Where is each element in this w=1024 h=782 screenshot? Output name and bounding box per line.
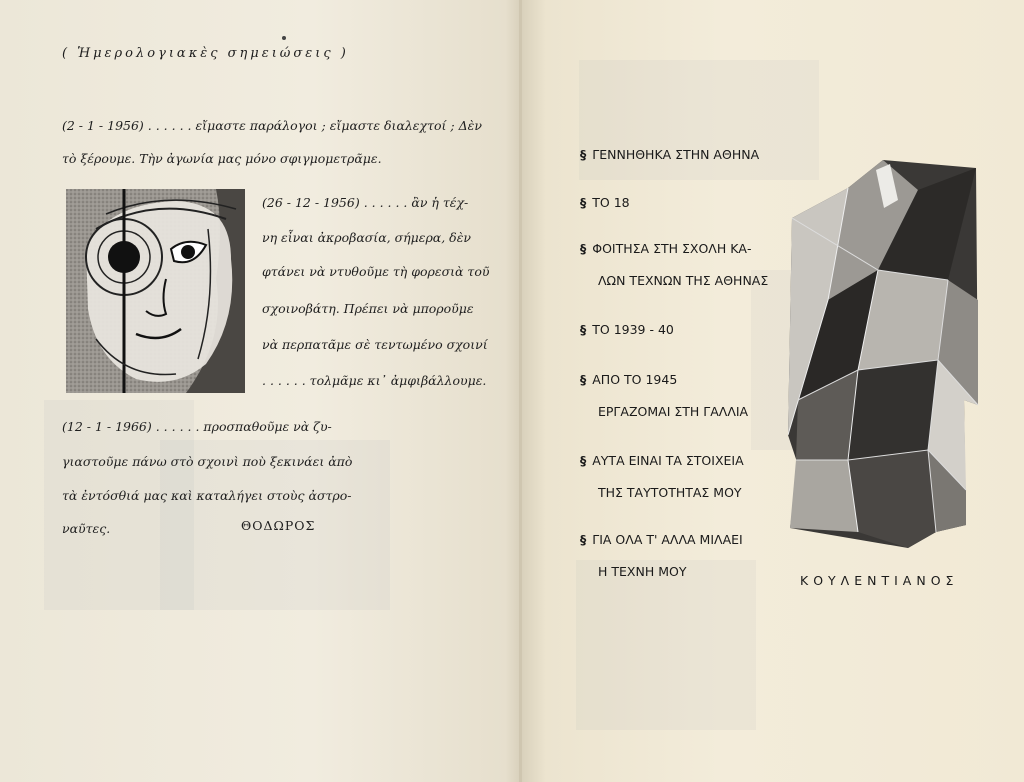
book-gutter (519, 0, 522, 782)
bio-line: § ΦΟΙΤΗΣΑ ΣΤΗ ΣΧΟΛΗ ΚΑ- (580, 241, 752, 256)
text-line: φτάνει νὰ ντυθοῦμε τὴ φορεσιὰ τοῦ (262, 264, 490, 279)
section-mark: § (580, 453, 587, 468)
bio-line: ΕΡΓΑΖΟΜΑΙ ΣΤΗ ΓΑΛΛΙΑ (598, 404, 749, 419)
bio-line: § ΓΕΝΝΗΘΗΚΑ ΣΤΗΝ ΑΘΗΝΑ (580, 147, 760, 162)
text-line: σχοινοβάτη. Πρέπει νὰ μποροῦμε (262, 301, 474, 316)
text-line: (12 - 1 - 1966) . . . . . . προσπαθοῦμε νὰ ζυ- (62, 419, 332, 434)
text-line: (2 - 1 - 1956) . . . . . . εἴμαστε παράλογοι ; εἴμαστε διαλεχτοί ; Δὲν (62, 118, 482, 133)
section-mark: § (580, 532, 587, 547)
section-mark: § (580, 241, 587, 256)
text-line: ναῦτες. (62, 521, 111, 536)
text-line: τὸ ξέρουμε. Τὴν ἀγωνία μας μόνο σφιγμομετρᾶμε. (62, 151, 382, 166)
bio-line: § ΑΠΟ ΤΟ 1945 (580, 372, 678, 387)
abstract-artwork (788, 160, 980, 552)
journal-heading: ( Ἡμερολογιακὲς σημειώσεις ) (62, 46, 349, 61)
bio-line: ΤΗΣ ΤΑΥΤΟΤΗΤΑΣ ΜΟΥ (598, 485, 742, 500)
bio-line: § ΓΙΑ ΟΛΑ Τ' ΑΛΛΑ ΜΙΛΑΕΙ (580, 532, 743, 547)
text-line: νὰ περπατᾶμε σὲ τεντωμένο σχοινί (262, 337, 488, 352)
bio-line: § ΤΟ 1939 - 40 (580, 322, 674, 337)
portrait-illustration (66, 189, 245, 393)
bio-line: ΛΩΝ ΤΕΧΝΩΝ ΤΗΣ ΑΘΗΝΑΣ (598, 273, 769, 288)
text-line: νη εἶναι ἀκροβασία, σήμερα, δὲν (262, 230, 472, 245)
bio-line: § ΤΟ 18 (580, 195, 630, 210)
text-line: . . . . . . τολμᾶμε κι᾿ ἀμφιβάλλουμε. (262, 373, 487, 388)
signature-left: ΘΟΔΩΡΟΣ (241, 518, 316, 533)
text-line: (26 - 12 - 1956) . . . . . . ἂν ἡ τέχ- (262, 195, 469, 210)
text-line: τὰ ἐντόσθιά μας καὶ καταλήγει στοὺς ἀστρο- (62, 488, 352, 503)
section-mark: § (580, 195, 587, 210)
ornament-dot (282, 36, 286, 40)
section-mark: § (580, 322, 587, 337)
section-mark: § (580, 147, 587, 162)
bio-line: Η ΤΕΧΝΗ ΜΟΥ (598, 564, 687, 579)
section-mark: § (580, 372, 587, 387)
portrait-drawing (66, 189, 245, 393)
signature-right: ΚΟΥΛΕΝΤΙΑΝΟΣ (800, 573, 959, 588)
bio-line: § ΑΥΤΑ ΕΙΝΑΙ ΤΑ ΣΤΟΙΧΕΙΑ (580, 453, 744, 468)
text-line: γιαστοῦμε πάνω στὸ σχοινὶ ποὺ ξεκινάει ἀπὸ (62, 454, 353, 469)
